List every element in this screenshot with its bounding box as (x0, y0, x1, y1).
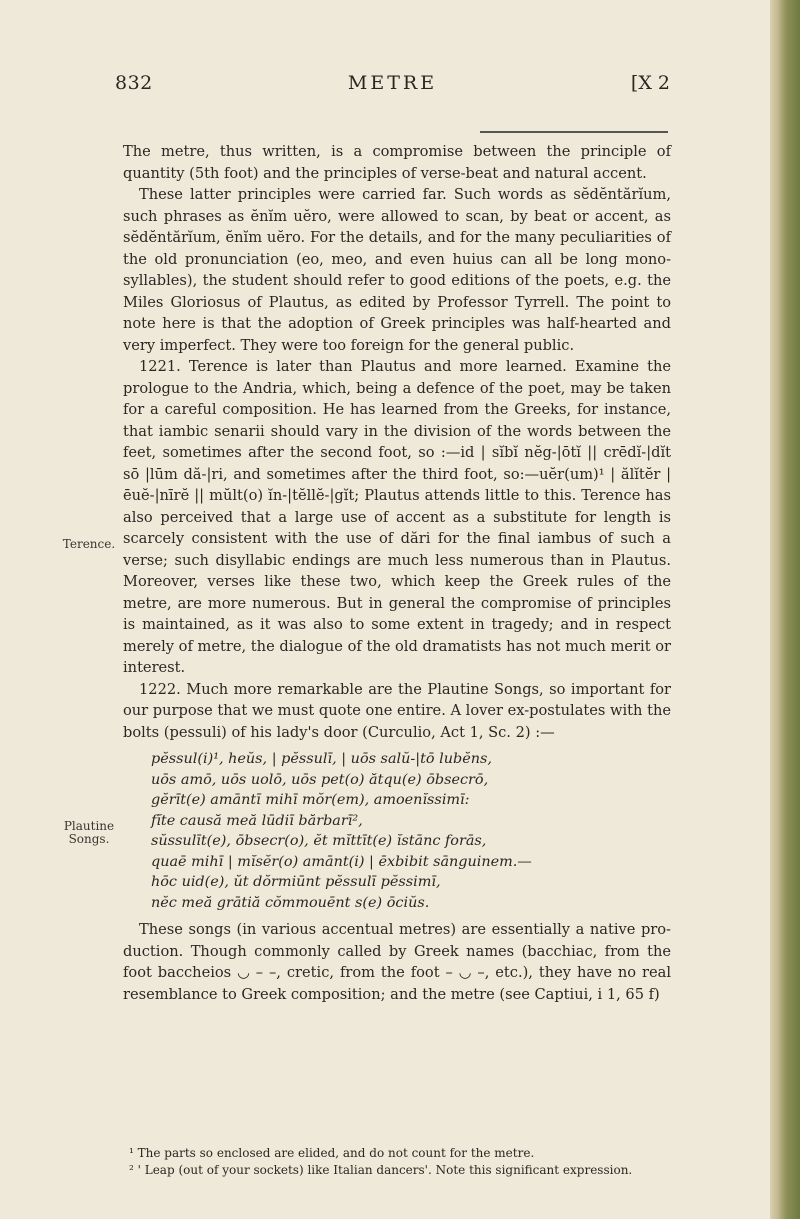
section-number-1222: 1222. (139, 680, 181, 698)
paragraph-terence-text: Terence is later than Plautus and more learned. Examine the prologue to the Andria, which, being a defence of the poet, may be taken for a careful composition. He has learned from the Greeks, for instance, that iambic senarii should vary in the division of the words between the feet, sometimes after the second foot, so :—id | sĭbĭ nĕg-|ōtĭ || crēdĭ-|dĭt sō |lūm dă-|ri, and sometimes after the third foot, so:—uĕr(um)¹ | ălĭtĕr | ēuĕ-|nīrĕ || mŭlt(o) ĭn-|tĕllĕ-|gĭt; Plautus attends little to this. Terence has also perceived that a large use of accent as a substitute for length is scarcely consistent with the use of dări for the final iambus of such a verse; such disyllabic endings are much less numerous than in Plautus. Moreover, verses like these two, which keep the Greek rules of the metre, are more numerous. But in general the compromise of principles is maintained, as it was also to some extent in tragedy; and in respect merely of metre, the dialogue of the old dramatists has not much merit or interest. (123, 358, 671, 676)
paragraph-metre-compromise: The metre, thus written, is a compromise between the principle of quantity (5th foot) and the principles of verse-beat and natural accent. (123, 143, 671, 182)
section-reference: [X 2 (630, 72, 670, 94)
footnote-1: ¹ The parts so enclosed are elided, and do not count for the metre. (129, 1146, 535, 1160)
body-text (123, 141, 671, 1005)
verse-line: quaē mihī | mĭsĕr(o) amānt(i) | ēxbibit sānguinem.— (151, 853, 532, 870)
page-number: 832 (115, 72, 153, 94)
verse-line: nĕc meă grātiă cŏmmouēnt s(e) ōciŭs. (151, 894, 430, 911)
verse-line: uōs amō, uōs uolō, uōs pet(o) ătqu(e) ōbsecrō, (151, 771, 489, 788)
sidenote-terence: Terence. (62, 537, 116, 551)
verse-quotation (151, 749, 671, 913)
header-rule (480, 131, 668, 133)
paragraph-principles: These latter principles were carried far. Such words as sĕdĕntărĭum, such phrases as ĕnĭm uĕro, were allowed to scan, by beat or accent, as sĕdĕntărĭum, ĕnĭm uĕro. For the details, and for the many peculiarities of the old pronunciation (eo, meo, and even huius can all be long mono-syllables), the student should refer to good editions of the poets, e.g. the Miles Gloriosus of Plautus, as edited by Professor Tyrrell. The point to note here is that the adoption of Greek principles was half-hearted and very imperfect. They were too foreign for the general public. (123, 186, 671, 354)
verse-line: hōc uid(e), ŭt dŏrmiūnt pĕssulī pĕssimī, (151, 874, 441, 890)
verse-line: pĕssul(i)¹, heŭs, | pĕssulī, | uōs salŭ-|tō lubĕns, (151, 751, 492, 767)
paragraph-1221 (123, 356, 671, 679)
verse-line: fĭte causă meă lūdiī bărbarī², (151, 812, 363, 829)
paragraph-1222 (123, 679, 671, 744)
paragraph-songs-text: Much more remarkable are the Plautine Songs, so important for our purpose that we must quote one entire. A lover ex-postulates with the bolts (pessuli) of his lady's door (Curculio, Act 1, Sc. 2) :— (123, 680, 671, 741)
page-edge (770, 0, 800, 1219)
verse-line: sŭssulīt(e), ōbsecr(o), ĕt mĭttīt(e) ĭstānc forās, (151, 833, 487, 849)
footnotes (123, 1145, 683, 1179)
running-header (115, 72, 670, 102)
section-number-1221: 1221. (139, 358, 181, 375)
running-title: METRE (347, 72, 438, 94)
footnote-2: ² ' Leap (out of your sockets) like Italian dancers'. Note this significant expression. (129, 1163, 633, 1177)
verse-line: gĕrīt(e) amāntī mihī mŏr(em), amoenĭssimī: (151, 792, 470, 808)
paragraph-native-songs: These songs (in various accentual metres) are essentially a native pro-duction. Though commonly called by Greek names (bacchiac, from the foot baccheios ◡ – –, cretic, from the foot – ◡ –, etc.), they have no real resemblance to Greek composition; and the metre (see Captiui, i 1, 65 f) (123, 921, 671, 1003)
sidenote-plautine-songs: Plautine Songs. (63, 819, 115, 846)
